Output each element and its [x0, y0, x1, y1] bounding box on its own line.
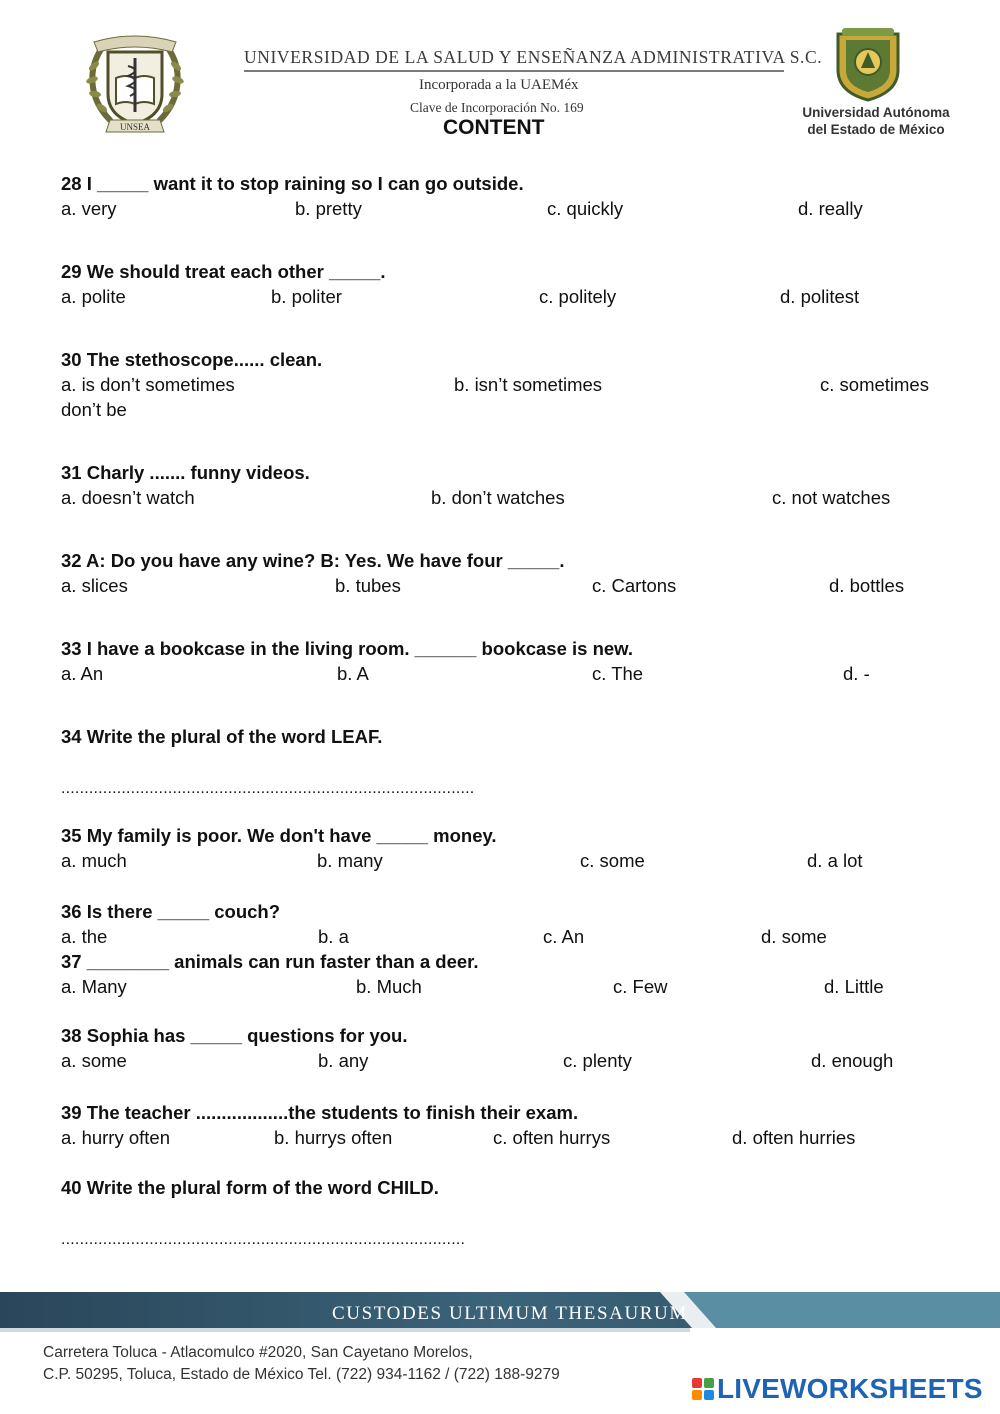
- option-a[interactable]: a. doesn’t watch: [61, 487, 195, 508]
- option-b[interactable]: b. many: [317, 850, 383, 871]
- university-name: UNIVERSIDAD DE LA SALUD Y ENSEÑANZA ADMINISTRATIVA S.C.: [244, 47, 823, 67]
- option-c[interactable]: c. not watches: [772, 487, 891, 508]
- option-d[interactable]: d. a lot: [807, 850, 863, 871]
- question-stem: 40 Write the plural form of the word CHILD.: [61, 1177, 439, 1198]
- question-29: [61, 259, 961, 309]
- option-row: [61, 661, 961, 686]
- question-36: [61, 899, 961, 949]
- question-stem: 34 Write the plural of the word LEAF.: [61, 726, 383, 747]
- question-stem: 38 Sophia has _____ questions for you.: [61, 1025, 408, 1046]
- footer-address-line2: C.P. 50295, Toluca, Estado de México Tel. (722) 934-1162 / (722) 188-9279: [43, 1366, 560, 1383]
- option-d[interactable]: d. -: [843, 663, 870, 684]
- answer-line[interactable]: .........................................................................................: [61, 780, 475, 797]
- question-stem: 28 I _____ want it to stop raining so I can go outside.: [61, 173, 524, 194]
- answer-line[interactable]: .......................................................................................: [61, 1231, 466, 1248]
- option-a[interactable]: a. much: [61, 850, 127, 871]
- document-footer: [0, 1292, 1000, 1414]
- option-b[interactable]: b. tubes: [335, 575, 401, 596]
- option-a[interactable]: a. hurry often: [61, 1127, 171, 1148]
- question-38: [61, 1023, 961, 1073]
- question-stem: 29 We should treat each other _____.: [61, 261, 386, 282]
- option-d[interactable]: d. Little: [824, 976, 884, 997]
- option-d[interactable]: d. often hurries: [732, 1127, 856, 1148]
- option-c[interactable]: c. Few: [613, 976, 668, 997]
- question-stem: 33 I have a bookcase in the living room. ______ bookcase is new.: [61, 638, 634, 659]
- option-b[interactable]: b. Much: [356, 976, 422, 997]
- option-a[interactable]: a. slices: [61, 575, 128, 596]
- footer-motto: CUSTODES ULTIMUM THESAURUM: [332, 1303, 688, 1324]
- option-c[interactable]: c. quickly: [547, 198, 624, 219]
- footer-address-line1: Carretera Toluca - Atlacomulco #2020, San Cayetano Morelos,: [43, 1344, 473, 1361]
- option-a[interactable]: a. An: [61, 663, 104, 684]
- option-b[interactable]: b. politer: [271, 286, 342, 307]
- uaem-crest-logo: [828, 26, 908, 102]
- option-c[interactable]: c. sometimes: [820, 374, 929, 395]
- option-d[interactable]: d. bottles: [829, 575, 905, 596]
- option-b[interactable]: b. don’t watches: [431, 487, 565, 508]
- option-a[interactable]: a. the: [61, 926, 108, 947]
- option-c[interactable]: c. often hurrys: [493, 1127, 611, 1148]
- question-stem: 31 Charly ....... funny videos.: [61, 462, 310, 483]
- option-row: [61, 485, 961, 510]
- question-stem: 37 ________ animals can run faster than a deer.: [61, 951, 479, 972]
- option-c[interactable]: c. plenty: [563, 1050, 632, 1071]
- option-row: [61, 196, 961, 221]
- option-row: [61, 1048, 961, 1073]
- uaem-name: [796, 104, 956, 138]
- option-c[interactable]: c. politely: [539, 286, 617, 307]
- question-stem: 39 The teacher ..................the students to finish their exam.: [61, 1102, 579, 1123]
- question-35: [61, 823, 961, 873]
- question-30: [61, 347, 961, 422]
- question-34: [61, 724, 961, 801]
- question-stem: 32 A: Do you have any wine? B: Yes. We have four _____.: [61, 550, 565, 571]
- option-d[interactable]: d. really: [798, 198, 863, 219]
- option-a[interactable]: a. is don’t sometimes: [61, 374, 235, 395]
- question-stem: 35 My family is poor. We don't have _____ money.: [61, 825, 497, 846]
- option-b[interactable]: b. any: [318, 1050, 369, 1071]
- option-b[interactable]: b. isn’t sometimes: [454, 374, 603, 395]
- option-a[interactable]: a. very: [61, 198, 117, 219]
- option-d[interactable]: d. enough: [811, 1050, 894, 1071]
- question-37: [61, 949, 961, 999]
- liveworksheets-text: LIVEWORKSHEETS: [717, 1373, 983, 1404]
- option-b[interactable]: b. a: [318, 926, 349, 947]
- option-b[interactable]: b. hurrys often: [274, 1127, 393, 1148]
- question-31: [61, 460, 961, 510]
- question-28: [61, 171, 961, 221]
- uaem-name-line2: del Estado de México: [807, 122, 945, 137]
- incorporation-key: Clave de Incorporación No. 169: [410, 100, 584, 115]
- liveworksheets-brand[interactable]: [692, 1374, 983, 1404]
- incorporation-text: Incorporada a la UAEMéx: [419, 77, 579, 93]
- option-d[interactable]: d. politest: [780, 286, 860, 307]
- option-c[interactable]: c. An: [543, 926, 585, 947]
- option-row: [61, 974, 961, 999]
- question-39: [61, 1100, 961, 1150]
- option-a[interactable]: a. polite: [61, 286, 126, 307]
- option-b[interactable]: b. pretty: [295, 198, 362, 219]
- option-row: [61, 1125, 961, 1150]
- option-row: [61, 284, 961, 309]
- document-header: [0, 0, 1000, 150]
- option-c[interactable]: c. Cartons: [592, 575, 677, 596]
- page-title: CONTENT: [443, 116, 545, 139]
- unsea-logo-text: UNSEA: [119, 122, 151, 132]
- question-33: [61, 636, 961, 686]
- question-stem: 36 Is there _____ couch?: [61, 901, 281, 922]
- question-stem: 30 The stethoscope...... clean.: [61, 349, 323, 370]
- option-d[interactable]: d. some: [761, 926, 827, 947]
- question-32: [61, 548, 961, 598]
- header-divider: [244, 70, 784, 72]
- option-c[interactable]: c. some: [580, 850, 645, 871]
- option-row: [61, 573, 961, 598]
- option-c-wrapped-text[interactable]: don’t be: [61, 399, 127, 420]
- option-a[interactable]: a. some: [61, 1050, 127, 1071]
- unsea-crest-logo: [80, 28, 190, 136]
- option-row: [61, 848, 961, 873]
- liveworksheets-logo-icon: [692, 1376, 714, 1402]
- option-b[interactable]: b. A: [337, 663, 369, 684]
- question-40: [61, 1175, 961, 1252]
- option-row: [61, 372, 961, 397]
- option-a[interactable]: a. Many: [61, 976, 127, 997]
- uaem-name-line1: Universidad Autónoma: [802, 105, 950, 120]
- option-c[interactable]: c. The: [592, 663, 644, 684]
- option-row: [61, 924, 961, 949]
